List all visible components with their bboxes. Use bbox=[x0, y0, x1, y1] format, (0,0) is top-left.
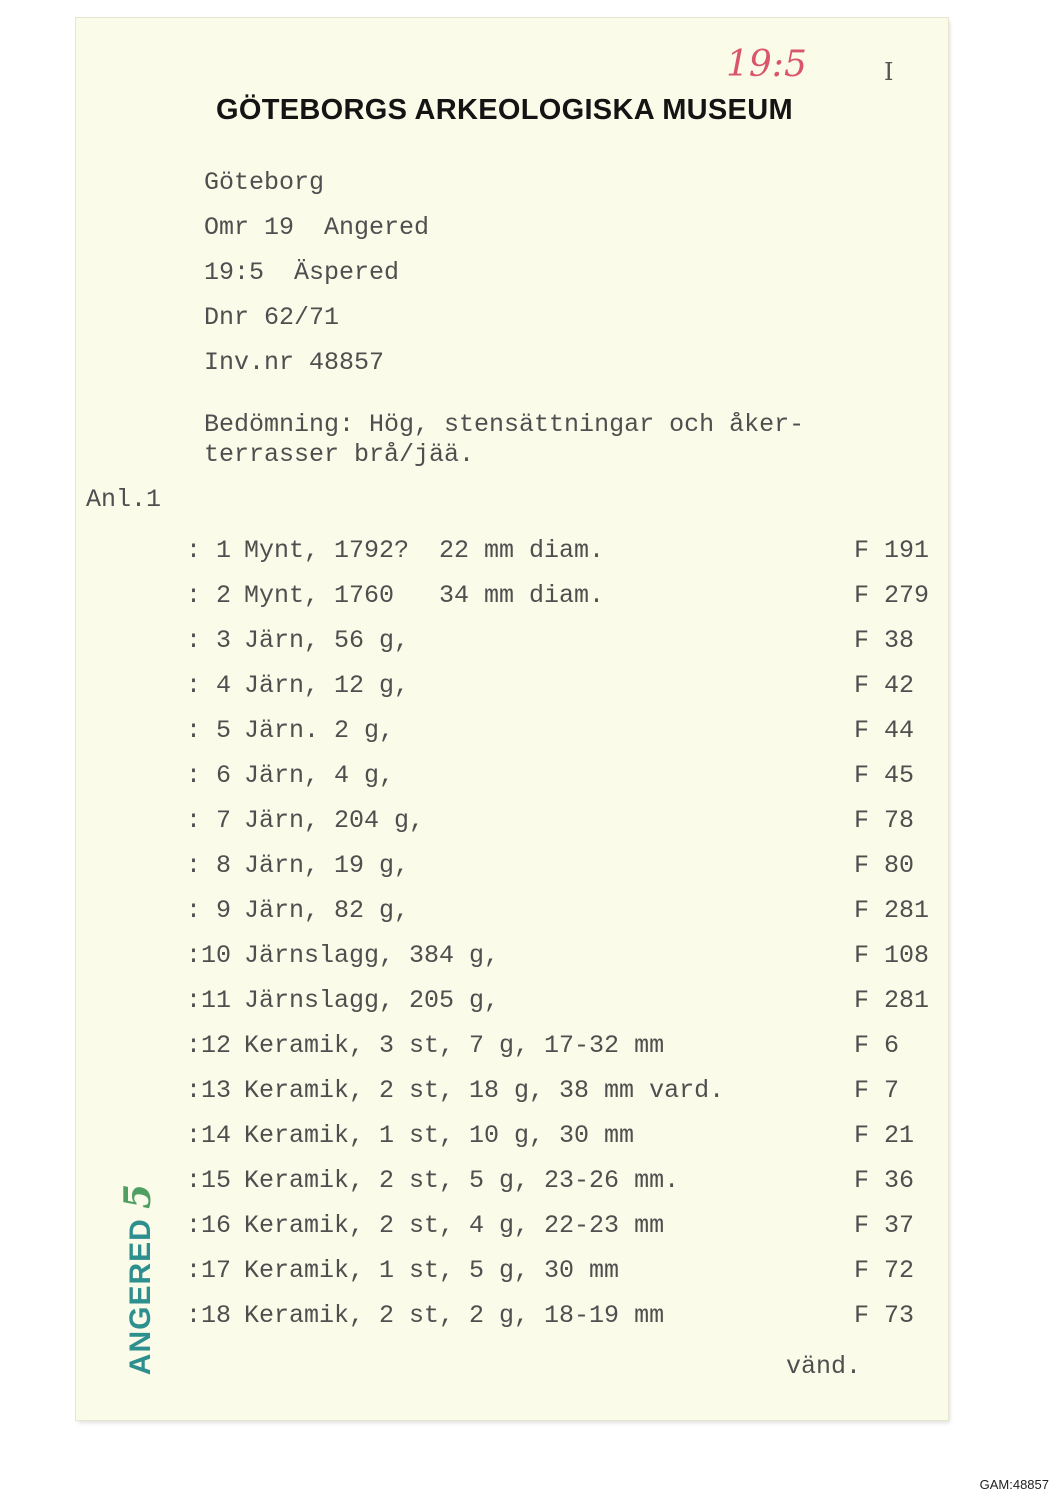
angered-stamp bbox=[117, 1183, 159, 1375]
item-description: Järn, 12 g, bbox=[244, 671, 410, 700]
item-find-ref: F 7 bbox=[854, 1076, 900, 1105]
item-description: Mynt, 1760 34 mm diam. bbox=[244, 581, 605, 610]
item-find-ref: F 21 bbox=[854, 1121, 915, 1150]
item-find-ref: F 73 bbox=[854, 1301, 915, 1330]
item-find-ref: F 42 bbox=[854, 671, 915, 700]
item-description: Keramik, 2 st, 5 g, 23-26 mm. bbox=[244, 1166, 680, 1195]
item-description: Järn, 4 g, bbox=[244, 761, 395, 790]
item-number: :10 bbox=[186, 941, 232, 970]
item-description: Järn. 2 g, bbox=[244, 716, 395, 745]
item-find-ref: F 36 bbox=[854, 1166, 915, 1195]
item-description: Järnslagg, 384 g, bbox=[244, 941, 500, 970]
image-caption: GAM:48857 bbox=[979, 1477, 1049, 1492]
item-number: : 9 bbox=[186, 896, 232, 925]
item-find-ref: F 38 bbox=[854, 626, 915, 655]
location-line: Dnr 62/71 bbox=[204, 303, 340, 332]
item-number: :13 bbox=[186, 1076, 232, 1105]
location-line: Göteborg bbox=[204, 168, 325, 197]
item-number: : 1 bbox=[186, 536, 232, 565]
stamp-text: ANGERED bbox=[124, 1218, 158, 1376]
item-find-ref: F 281 bbox=[854, 986, 930, 1015]
item-find-ref: F 191 bbox=[854, 536, 930, 565]
item-find-ref: F 45 bbox=[854, 761, 915, 790]
item-number: :14 bbox=[186, 1121, 232, 1150]
item-find-ref: F 78 bbox=[854, 806, 915, 835]
item-find-ref: F 6 bbox=[854, 1031, 900, 1060]
item-find-ref: F 108 bbox=[854, 941, 930, 970]
section-label: Anl.1 bbox=[86, 485, 162, 514]
item-description: Järnslagg, 205 g, bbox=[244, 986, 500, 1015]
item-find-ref: F 37 bbox=[854, 1211, 915, 1240]
stamp-handwritten-number: 5 bbox=[117, 1182, 160, 1209]
item-number: : 3 bbox=[186, 626, 232, 655]
item-number: :16 bbox=[186, 1211, 232, 1240]
assessment-line: terrasser brå/jää. bbox=[204, 440, 475, 469]
item-number: :18 bbox=[186, 1301, 232, 1330]
item-number: :15 bbox=[186, 1166, 232, 1195]
item-find-ref: F 281 bbox=[854, 896, 930, 925]
item-description: Keramik, 1 st, 5 g, 30 mm bbox=[244, 1256, 620, 1285]
turn-note: vänd. bbox=[786, 1352, 862, 1381]
item-find-ref: F 72 bbox=[854, 1256, 915, 1285]
item-number: :11 bbox=[186, 986, 232, 1015]
item-find-ref: F 80 bbox=[854, 851, 915, 880]
item-number: : 5 bbox=[186, 716, 232, 745]
item-description: Keramik, 3 st, 7 g, 17-32 mm bbox=[244, 1031, 665, 1060]
item-number: :12 bbox=[186, 1031, 232, 1060]
item-description: Keramik, 2 st, 4 g, 22-23 mm bbox=[244, 1211, 665, 1240]
item-number: : 2 bbox=[186, 581, 232, 610]
item-number: : 7 bbox=[186, 806, 232, 835]
item-find-ref: F 44 bbox=[854, 716, 915, 745]
item-find-ref: F 279 bbox=[854, 581, 930, 610]
item-number: : 8 bbox=[186, 851, 232, 880]
museum-header: GÖTEBORGS ARKEOLOGISKA MUSEUM bbox=[216, 94, 793, 126]
location-line: Omr 19 Angered bbox=[204, 213, 430, 242]
location-line: Inv.nr 48857 bbox=[204, 348, 385, 377]
item-description: Keramik, 2 st, 18 g, 38 mm vard. bbox=[244, 1076, 725, 1105]
item-description: Järn, 56 g, bbox=[244, 626, 410, 655]
item-number: : 4 bbox=[186, 671, 232, 700]
item-description: Järn, 19 g, bbox=[244, 851, 410, 880]
item-description: Järn, 204 g, bbox=[244, 806, 425, 835]
location-line: 19:5 Äspered bbox=[204, 258, 400, 287]
assessment-line: Bedömning: Hög, stensättningar och åker- bbox=[204, 410, 805, 439]
card-page-numeral: I bbox=[884, 58, 894, 86]
handwritten-site-number: 19:5 bbox=[726, 44, 807, 85]
item-description: Keramik, 1 st, 10 g, 30 mm bbox=[244, 1121, 635, 1150]
item-description: Mynt, 1792? 22 mm diam. bbox=[244, 536, 605, 565]
catalog-card bbox=[76, 18, 948, 1420]
item-number: : 6 bbox=[186, 761, 232, 790]
item-description: Keramik, 2 st, 2 g, 18-19 mm bbox=[244, 1301, 665, 1330]
item-description: Järn, 82 g, bbox=[244, 896, 410, 925]
item-number: :17 bbox=[186, 1256, 232, 1285]
